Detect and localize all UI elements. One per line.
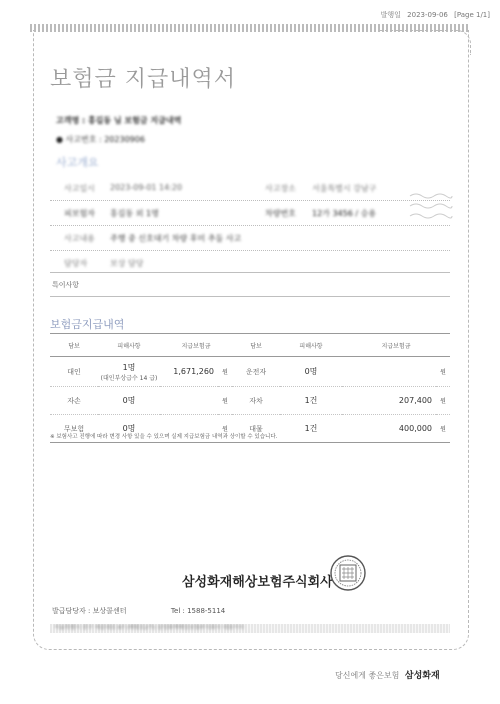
payment-table <box>50 333 450 443</box>
table-header-row <box>50 334 450 357</box>
info-value: 12가 3456 / 승용 <box>312 209 377 218</box>
coverage-name: 대물 <box>232 415 280 443</box>
damage-count: 1건 <box>280 415 342 443</box>
footnote: ※ 보험사고 진행에 따라 변경 사항 있을 수 있으며 실제 지급보험금 내역과 상이할 수 있습니다. <box>50 434 278 440</box>
info-value: 2023-09-01 14:20 <box>110 183 183 192</box>
contact-label: 발급담당자 : <box>52 607 91 615</box>
contact-line <box>52 606 225 616</box>
tel-label: Tel : <box>170 607 185 615</box>
divider <box>50 296 450 297</box>
slogan-text: 당신에게 좋은보험 <box>335 671 400 680</box>
brand-slogan <box>335 668 440 681</box>
col-header: 지급보험금 <box>342 334 450 357</box>
claim-number-line: ● 사고번호 : 20230906 <box>56 135 145 144</box>
coverage-name: 운전자 <box>232 357 280 387</box>
payment-amount: 400,000 <box>342 415 436 443</box>
company-seal-icon <box>330 555 366 591</box>
col-header: 담보 <box>232 334 280 357</box>
issue-date-label: 발행일 <box>380 11 401 19</box>
info-value: 서울특별시 강남구 <box>312 184 377 193</box>
info-label: 담당자 <box>64 259 88 268</box>
payment-amount: 1,671,260 <box>160 357 218 387</box>
company-name: 삼성화재해상보험주식회사 <box>182 575 333 590</box>
damage-count: 0명 <box>280 357 342 387</box>
col-header: 담보 <box>50 334 98 357</box>
info-row <box>50 176 450 201</box>
frame-corner <box>380 30 471 55</box>
unit: 원 <box>218 415 232 443</box>
tel-number: 1588-5114 <box>187 607 226 615</box>
info-label: 피보험자 <box>64 209 95 218</box>
payment-amount <box>160 387 218 415</box>
info-label: 사고장소 <box>265 184 296 193</box>
accident-info-table <box>50 176 450 275</box>
coverage-name: 자손 <box>50 387 98 415</box>
info-label: 사고내용 <box>64 234 95 243</box>
info-value: 홍길동 외 1명 <box>110 209 159 218</box>
accident-section-title: 사고개요 <box>56 156 99 169</box>
unit: 원 <box>436 357 450 387</box>
unit: 원 <box>218 387 232 415</box>
damage-grade: (대인부상급수 14 급) <box>100 374 158 382</box>
notes-label: 특이사항 <box>52 281 80 289</box>
torn-edge-icon <box>408 190 453 224</box>
company-address <box>50 624 450 633</box>
page-indicator: [Page 1/1] <box>454 11 490 19</box>
damage-count: 0명 <box>98 415 160 443</box>
unit: 원 <box>436 415 450 443</box>
info-label: 사고일시 <box>64 184 95 193</box>
info-row <box>50 201 450 226</box>
col-header: 피해사항 <box>280 334 342 357</box>
customer-line: 고객명 : 홍길동 님 보험금 지급내역 <box>56 116 182 125</box>
divider <box>50 272 450 273</box>
table-row <box>50 357 450 387</box>
info-label: 차량번호 <box>265 209 296 218</box>
col-header: 지급보험금 <box>160 334 232 357</box>
coverage-name: 자차 <box>232 387 280 415</box>
damage-count: 1건 <box>280 387 342 415</box>
table-row <box>50 387 450 415</box>
contact-name: 보상콜센터 <box>92 607 127 615</box>
info-value: 주행 중 신호대기 차량 후미 추돌 사고 <box>110 234 242 243</box>
payment-amount <box>342 357 436 387</box>
unit: 원 <box>218 357 232 387</box>
info-row <box>50 226 450 251</box>
issue-info <box>330 10 490 20</box>
info-value: 보상 담당 <box>110 259 144 268</box>
damage-count <box>98 357 160 387</box>
col-header: 피해사항 <box>98 334 160 357</box>
damage-count-value: 1명 <box>122 362 136 372</box>
payment-section-title: 보험금지급내역 <box>50 318 125 331</box>
brand-logo-text: 삼성화재 <box>404 671 440 681</box>
coverage-name: 무보험 <box>50 415 98 443</box>
unit: 원 <box>436 387 450 415</box>
document-title: 보험금 지급내역서 <box>50 67 237 92</box>
coverage-name: 대인 <box>50 357 98 387</box>
address-text: 서울특별시 중구 세종대로 67 (태평로2가) 삼성화재해상보험주식회사 대표이사 <box>54 625 244 631</box>
payment-amount: 207,400 <box>342 387 436 415</box>
damage-count: 0명 <box>98 387 160 415</box>
issue-date: 2023-09-06 <box>407 11 448 19</box>
